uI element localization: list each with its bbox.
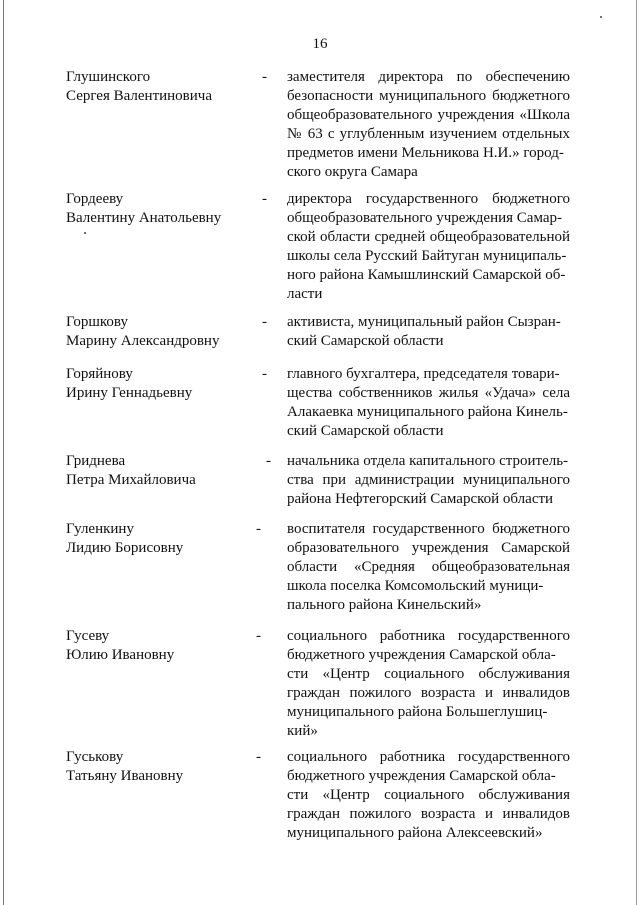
separator-dash: - [262, 191, 267, 207]
position-description: социального работника государственного бюджетного учреждения Самарской обла- сти «Центр социального обслуживания граждан пожилого возраста и инвалидов муниципального района Алексеевский» [287, 749, 570, 841]
separator-dash: - [256, 749, 261, 765]
name-line: Валентину Анатольевну [66, 210, 222, 226]
name-line: Татьяну Ивановну [66, 768, 184, 784]
name-line: Гуськову [66, 749, 124, 765]
position-description: главного бухгалтера, председателя товари- щества собственников жилья «Удача» села Алакаевка муниципального района Кинель- ский Самарской области [287, 366, 570, 439]
name-line: Марину Александровну [66, 333, 220, 349]
separator-dash: - [262, 314, 267, 330]
name-line: Горшкову [66, 314, 128, 330]
person-name [66, 365, 256, 403]
person-name [66, 627, 256, 665]
name-line: Лидию Борисовну [66, 540, 184, 556]
separator-dash: - [262, 366, 267, 382]
separator-dash: - [256, 521, 261, 537]
separator-dash: - [266, 453, 271, 469]
separator-dash: - [256, 628, 261, 644]
person-name [66, 520, 256, 558]
scan-edge-right [636, 0, 637, 905]
position-description: социального работника государственного бюджетного учреждения Самарской обла- сти «Центр социального обслуживания граждан пожилого возраста и инвалидов муниципального района Большеглушиц- кий» [287, 628, 570, 739]
position-description: воспитателя государственного бюджетного образовательного учреждения Самарской области «Средняя общеобразовательная школа поселка Комсомольский муници- пального района Кинельский» [287, 521, 570, 613]
position-description: начальника отдела капитального строитель- ства при администрации муниципального района Нефтегорский Самарской области [287, 453, 570, 507]
name-line: Глушинского [66, 69, 151, 85]
name-line: Юлию Ивановну [66, 647, 175, 663]
name-line: Петра Михайловича [66, 472, 196, 488]
name-line: Сергея Валентиновича [66, 88, 212, 104]
page-number: 16 [312, 36, 328, 52]
scan-speck [600, 16, 602, 18]
scan-edge-left [3, 0, 4, 905]
scan-speck [84, 232, 86, 234]
name-line: Горяйнову [66, 366, 133, 382]
name-line: Ирину Геннадьевну [66, 385, 193, 401]
name-line: Гуленкину [66, 521, 134, 537]
position-description: активиста, муниципальный район Сызран- ский Самарской области [287, 314, 561, 349]
separator-dash: - [262, 69, 267, 85]
person-name [66, 452, 256, 490]
person-name [66, 748, 256, 786]
name-line: Гордееву [66, 191, 124, 207]
person-name [66, 68, 256, 106]
name-line: Гриднева [66, 453, 126, 469]
position-description: заместителя директора по обеспечению безопасности муниципального бюджетного общеобразовательного учреждения «Школа № 63 с углубленным изучением отдельных предметов имени Мельникова Н.И.» город- ского округа Самара [287, 69, 570, 180]
person-name [66, 190, 256, 228]
person-name [66, 313, 256, 351]
position-description: директора государственного бюджетного общеобразовательного учреждения Самар- ской области средней общеобразовательной школы села Русский Байтуган муниципаль- ного района Камышлинский Самарской об- ласти [287, 191, 570, 302]
name-line: Гусеву [66, 628, 110, 644]
